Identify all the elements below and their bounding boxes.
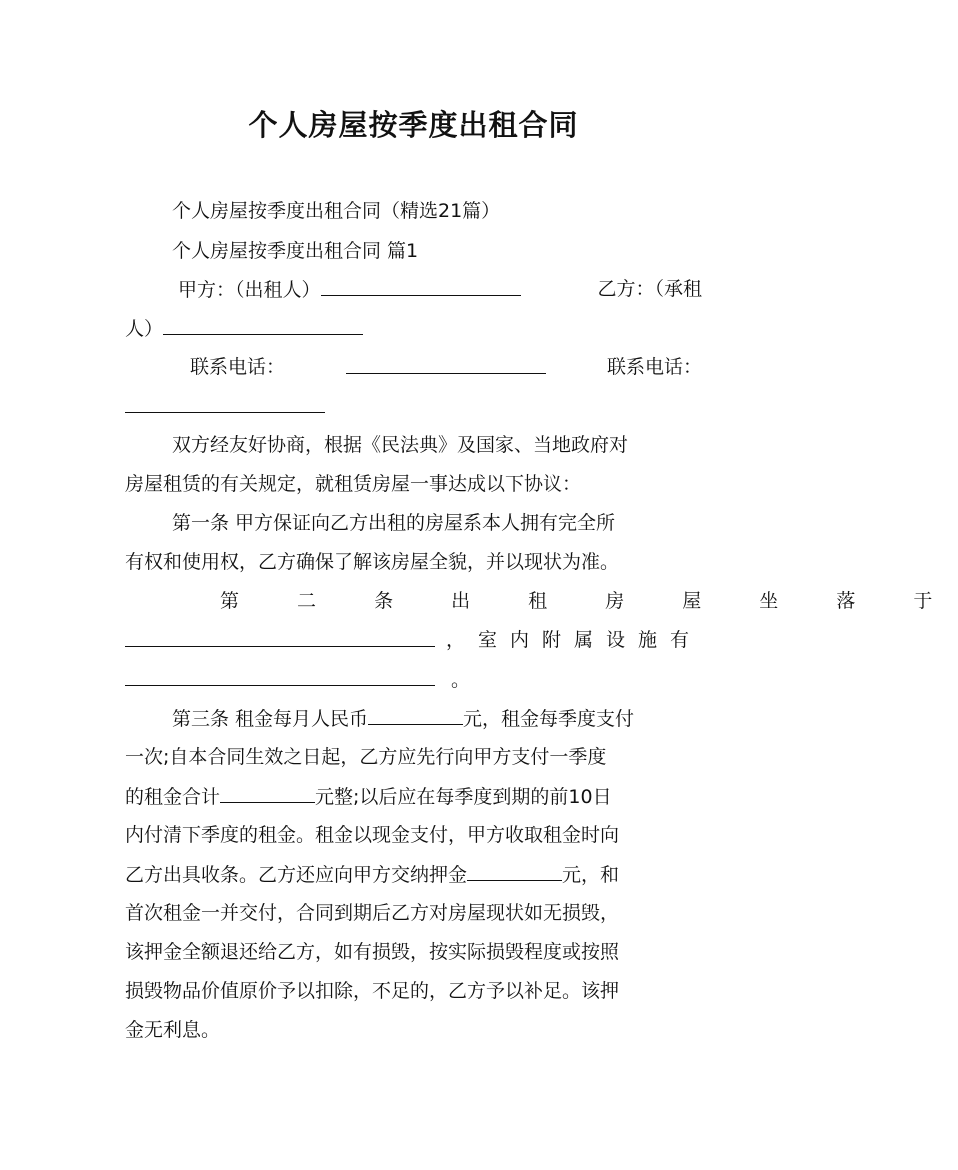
facilities-blank xyxy=(125,667,435,686)
article-3-rent-label: 第三条 租金每月人民币 xyxy=(172,708,369,730)
article-1-line-2: 有权和使用权，乙方确保了解该房屋全貌，并以现状为准。 xyxy=(125,551,620,573)
article-3-rent-tail: 元，租金每季度支付 xyxy=(463,708,635,730)
article-3-line-1 xyxy=(172,706,634,731)
article-3-line-6: 首次租金一并交付，合同到期后乙方对房屋现状如无损毁， xyxy=(125,902,620,924)
deposit-blank xyxy=(467,862,562,881)
subtitle: 个人房屋按季度出租合同（精选21篇） xyxy=(172,200,501,222)
article-3-line-8: 损毁物品价值原价予以扣除，不足的，乙方予以补足。该押 xyxy=(125,980,620,1002)
article-3-line-4: 内付清下季度的租金。租金以现金支付，甲方收取租金时向 xyxy=(125,824,620,846)
article-2-facilities-label: ，室内附属设施有 xyxy=(445,629,702,651)
article-3-total-label: 的租金合计 xyxy=(125,786,221,808)
article-3-line-3 xyxy=(125,784,612,809)
article-3-deposit-tail: 元，和 xyxy=(562,864,620,886)
location-blank xyxy=(125,628,435,647)
party-a-label: 甲方：（出租人） xyxy=(178,279,321,301)
article-3-total-tail: 元整;以后应在每季度到期的前10日 xyxy=(315,786,612,808)
intro-line-2: 房屋租赁的有关规定，就租赁房屋一事达成以下协议： xyxy=(125,473,582,495)
phone-label-a: 联系电话： xyxy=(190,356,286,378)
party-b-line xyxy=(125,316,363,341)
article-3-line-2: 一次;自本合同生效之日起，乙方应先行向甲方支付一季度 xyxy=(125,746,607,768)
phone-b-blank xyxy=(125,394,325,413)
article-3-line-7: 该押金全额退还给乙方，如有损毁，按实际损毁程度或按照 xyxy=(125,941,620,963)
phone-line xyxy=(190,355,702,379)
article-3-line-9: 金无利息。 xyxy=(125,1019,221,1041)
article-3-line-5 xyxy=(125,862,619,887)
party-b-blank xyxy=(163,316,363,335)
section-heading: 个人房屋按季度出租合同 篇1 xyxy=(172,240,419,262)
phone-b-line xyxy=(125,394,325,419)
party-line xyxy=(178,277,702,302)
article-2-period: 。 xyxy=(451,669,471,691)
article-2-line-2 xyxy=(125,628,702,652)
article-1-line-1: 第一条 甲方保证向乙方出租的房屋系本人拥有完全所 xyxy=(172,512,616,534)
article-3-deposit-label: 乙方出具收条。乙方还应向甲方交纳押金 xyxy=(125,864,468,886)
party-b-label-cont: 人） xyxy=(125,318,164,340)
total-rent-blank xyxy=(220,784,315,803)
intro-line-1: 双方经友好协商，根据《民法典》及国家、当地政府对 xyxy=(172,434,629,456)
party-b-label: 乙方：（承租 xyxy=(597,278,702,300)
monthly-rent-blank xyxy=(368,706,463,725)
phone-a-blank xyxy=(346,355,546,374)
party-a-blank xyxy=(321,277,521,296)
document-title: 个人房屋按季度出租合同 xyxy=(248,108,579,142)
article-2-line-3 xyxy=(125,667,470,692)
article-2-line-1: 第 二 条 出 租 房 屋 坐 落 于 xyxy=(220,590,958,612)
phone-label-b: 联系电话： xyxy=(606,356,702,378)
